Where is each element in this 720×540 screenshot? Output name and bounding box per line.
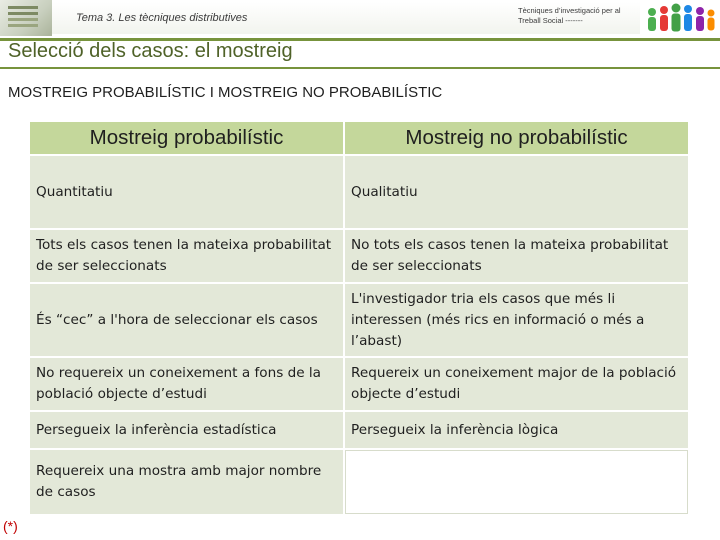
table-cell: No tots els casos tenen la mateixa probabilitat de ser seleccionats [345,230,688,282]
table-header-row [30,122,688,154]
slide-subtitle: MOSTREIG PROBABILÍSTIC I MOSTREIG NO PROBABILÍSTIC [8,84,443,101]
comparison-table [28,120,690,516]
table-cell-empty [345,450,688,514]
header-bar [0,0,720,38]
table-cell: L'investigador tria els casos que més li interessen (més rics en informació o més a l’abast) [345,284,688,356]
page-title: Selecció dels casos: el mostreig [8,40,293,62]
subject-title: Tècniques d’investigació per al Treball Social ------- [518,6,621,25]
column-header-non-probabilistic: Mostreig no probabilístic [345,122,688,154]
table-cell: Quantitatiu [30,156,343,228]
table-cell: Requereix un coneixement major de la població objecte d’estudi [345,358,688,410]
table-cell: Requereix una mostra amb major nombre de casos [30,450,343,514]
table-cell: Persegueix la inferència lògica [345,412,688,448]
course-title: Tema 3. Les tècniques distributives [76,12,248,24]
table-cell: És “cec” a l'hora de seleccionar els casos [30,284,343,356]
column-header-probabilistic: Mostreig probabilístic [30,122,343,154]
table-row [30,358,688,410]
table-row [30,230,688,282]
table-row [30,284,688,356]
document-thumbnail-icon [0,0,52,36]
table-row [30,156,688,228]
table-cell: Persegueix la inferència estadística [30,412,343,448]
table-cell: No requereix un coneixement a fons de la població objecte d’estudi [30,358,343,410]
people-group-logo-icon [642,0,718,38]
table-cell: Tots els casos tenen la mateixa probabilitat de ser seleccionats [30,230,343,282]
table-row [30,412,688,448]
table-row [30,450,688,514]
table-cell: Qualitatiu [345,156,688,228]
footnote-marker: (*) [3,518,18,534]
title-underline [0,67,720,69]
